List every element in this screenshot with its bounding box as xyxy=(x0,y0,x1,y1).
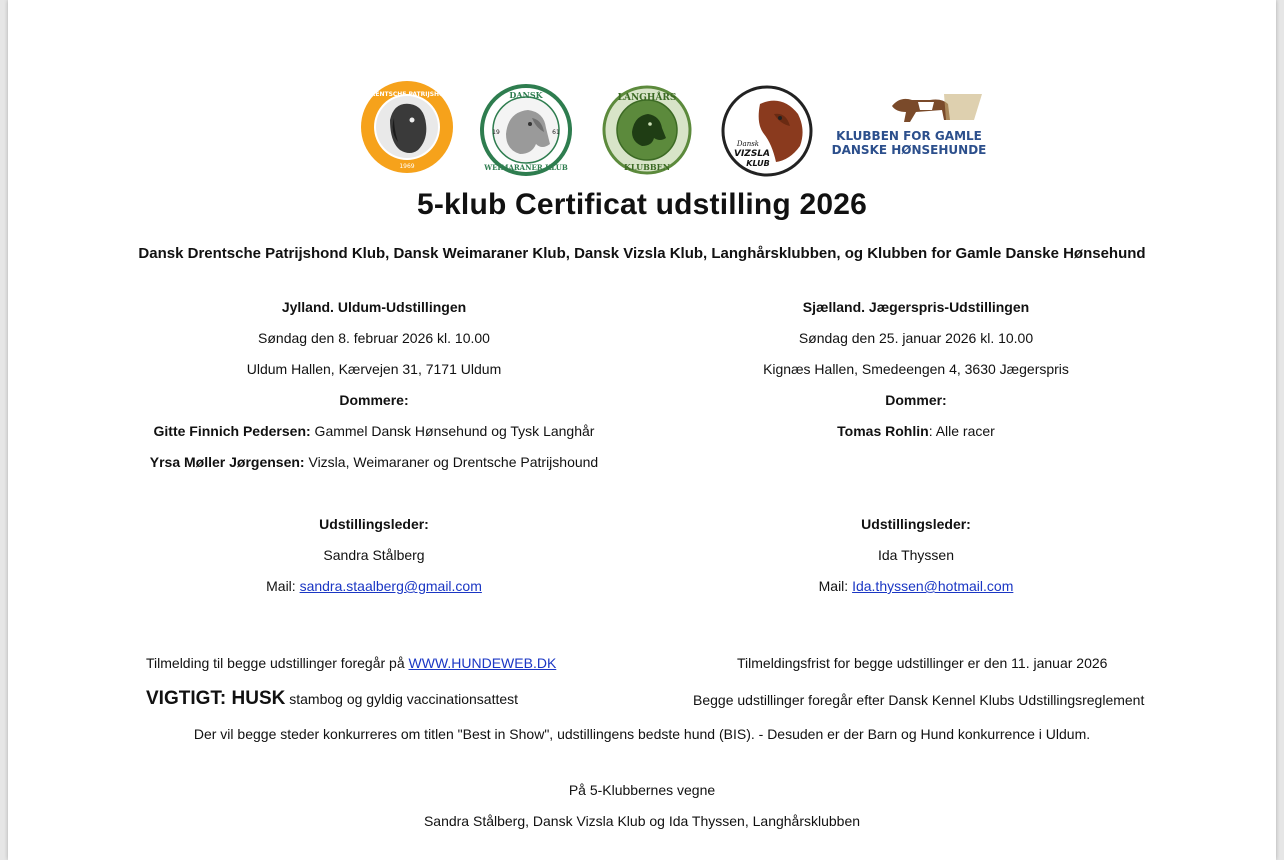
jaegerspris-leader-name: Ida Thyssen xyxy=(877,547,954,563)
important-note xyxy=(146,688,518,710)
jaegerspris-show-column xyxy=(636,298,1196,608)
jaegerspris-judges-label: Dommer: xyxy=(885,392,947,408)
uldum-judge-2 xyxy=(94,453,654,484)
signup-text: Tilmelding til begge udstillinger foregår på xyxy=(146,655,409,671)
judge-name: Gitte Finnich Pedersen: xyxy=(153,423,311,439)
signup-deadline: Tilmeldingsfrist for begge udstillinger er den 11. januar 2026 xyxy=(737,655,1108,671)
page-subtitle: Dansk Drentsche Patrijshond Klub, Dansk Weimaraner Klub, Dansk Vizsla Klub, Langhårsklubben, og Klubben for Gamle Danske Hønsehund xyxy=(138,245,1146,262)
gamle-danske-logo-line1: KLUBBEN FOR GAMLE xyxy=(836,129,982,143)
judge-name: Tomas Rohlin xyxy=(837,423,929,439)
mail-label: Mail: xyxy=(266,578,300,594)
vizsla-club-logo xyxy=(720,84,814,178)
spacer xyxy=(94,484,654,515)
uldum-heading: Jylland. Uldum-Udstillingen xyxy=(281,299,467,315)
vizsla-logo-small-text: Dansk xyxy=(736,140,760,148)
on-behalf: På 5-Klubbernes vegne xyxy=(568,782,716,798)
jaegerspris-address: Kignæs Hallen, Smedeengen 4, 3630 Jægerspris xyxy=(763,361,1069,377)
uldum-mail xyxy=(94,577,654,608)
uldum-leader-label: Udstillingsleder: xyxy=(319,516,429,532)
uldum-date: Søndag den 8. februar 2026 kl. 10.00 xyxy=(258,330,490,346)
drentsche-logo-text: DANSK DRENTSCHE PATRIJSHOND KLUB xyxy=(340,91,474,98)
weimaraner-logo-top-text: DANSK xyxy=(509,90,543,100)
signup-info xyxy=(146,655,556,671)
club-logos xyxy=(8,80,1276,180)
weimaraner-club-logo xyxy=(476,84,576,176)
jaegerspris-heading: Sjælland. Jægerspris-Udstillingen xyxy=(802,299,1030,315)
uldum-judges-label: Dommere: xyxy=(339,392,409,408)
uldum-show-column xyxy=(94,298,654,608)
spacer xyxy=(636,484,1196,515)
rules-note: Begge udstillinger foregår efter Dansk Kennel Klubs Udstillingsreglement xyxy=(693,692,1145,708)
judge-breeds: : Alle racer xyxy=(928,423,995,439)
langhaars-club-logo xyxy=(602,84,692,176)
vizsla-logo-big-text: VIZSLA xyxy=(733,149,771,159)
gamle-danske-club-logo xyxy=(831,90,987,160)
jaegerspris-date: Søndag den 25. januar 2026 kl. 10.00 xyxy=(798,330,1034,346)
hundeweb-link[interactable]: WWW.HUNDEWEB.DK xyxy=(408,655,557,671)
langhaars-logo-top-text: LANGHÅRS xyxy=(617,93,677,103)
uldum-judge-1 xyxy=(94,422,654,453)
uldum-mail-link[interactable]: sandra.staalberg@gmail.com xyxy=(299,578,482,594)
weimaraner-logo-year-left: 19 xyxy=(492,129,500,136)
vizsla-logo-klub-text: KLUB xyxy=(746,159,770,168)
weimaraner-logo-year-right: 61 xyxy=(552,129,560,136)
mail-label: Mail: xyxy=(818,578,853,594)
jaegerspris-leader-label: Udstillingsleder: xyxy=(861,516,971,532)
jaegerspris-mail-link[interactable]: Ida.thyssen@hotmail.com xyxy=(852,578,1014,594)
langhaars-logo-bottom-text: KLUBBEN xyxy=(623,162,671,172)
uldum-leader-name: Sandra Stålberg xyxy=(323,547,425,563)
spacer xyxy=(636,453,1196,484)
judge-name: Yrsa Møller Jørgensen: xyxy=(149,454,305,470)
jaegerspris-mail xyxy=(636,577,1196,608)
weimaraner-logo-bottom-text: WEIMARANER KLUB xyxy=(484,163,568,172)
signature: Sandra Stålberg, Dansk Vizsla Klub og Ida Thyssen, Langhårsklubben xyxy=(423,813,861,829)
document-page xyxy=(8,0,1276,860)
important-text: stambog og gyldig vaccinationsattest xyxy=(285,691,519,707)
important-label: VIGTIGT: HUSK xyxy=(146,688,286,709)
drentsche-club-logo xyxy=(340,80,474,174)
judge-breeds: Vizsla, Weimaraner og Drentsche Patrijshound xyxy=(304,454,599,470)
gamle-danske-logo-line2: DANSKE HØNSEHUNDE xyxy=(831,143,987,157)
page-title: 5-klub Certificat udstilling 2026 xyxy=(416,188,868,221)
bis-note: Der vil begge steder konkurreres om titlen "Best in Show", udstillingens bedste hund (BIS). - Desuden er der Barn og Hund konkurrence i Uldum. xyxy=(193,726,1091,742)
drentsche-logo-year: 1969 xyxy=(399,163,415,170)
uldum-address: Uldum Hallen, Kærvejen 31, 7171 Uldum xyxy=(246,361,502,377)
jaegerspris-judge-1 xyxy=(636,422,1196,453)
judge-breeds: Gammel Dansk Hønsehund og Tysk Langhår xyxy=(310,423,595,439)
